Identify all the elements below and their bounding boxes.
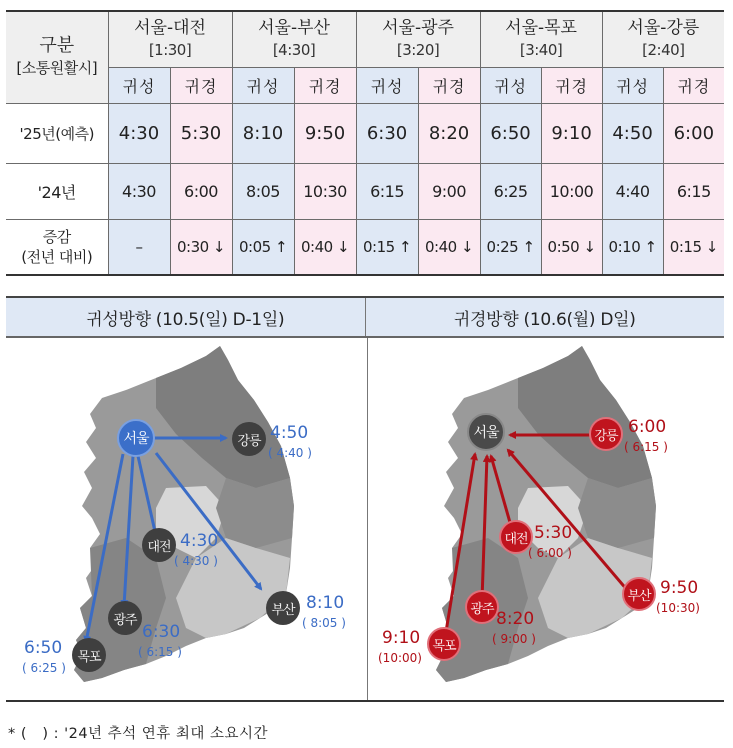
- cell: 9:10: [541, 103, 602, 163]
- map-area: [6, 338, 724, 702]
- cell: 6:25: [480, 163, 541, 219]
- prev-busan: ( 8:05 ): [302, 616, 346, 630]
- row-label: '24년: [6, 163, 108, 219]
- route-header-busan: [232, 11, 356, 67]
- dir-return: 귀경: [663, 67, 724, 103]
- gubun-sublabel: [소통원활시]: [16, 59, 98, 78]
- route-name: 서울-부산: [258, 18, 330, 39]
- cell: 8:20: [418, 103, 480, 163]
- table-row-2024: [6, 163, 724, 219]
- cell: 6:30: [356, 103, 418, 163]
- cell: 0:15 ↑: [356, 219, 418, 275]
- node-gwangju: 광주: [108, 601, 142, 635]
- cell: 10:30: [294, 163, 356, 219]
- row-label: '25년(예측): [6, 103, 108, 163]
- route-name: 서울-광주: [382, 18, 454, 39]
- table-row-2025: [6, 103, 724, 163]
- cell: 0:05 ↑: [232, 219, 294, 275]
- route-header-mokpo: [480, 11, 602, 67]
- prev-busan: (10:30): [656, 601, 700, 615]
- cell: 8:10: [232, 103, 294, 163]
- time-gangneung: 4:50: [270, 423, 309, 443]
- cell: 6:00: [663, 103, 724, 163]
- prev-daejeon: ( 4:30 ): [174, 554, 218, 568]
- cell: 6:50: [480, 103, 541, 163]
- cell: 4:50: [602, 103, 663, 163]
- prev-daejeon: ( 6:00 ): [528, 546, 572, 560]
- prev-gangneung: ( 4:40 ): [268, 446, 312, 460]
- time-gwangju: 6:30: [142, 622, 181, 642]
- prev-mokpo: ( 6:25 ): [22, 661, 66, 675]
- cell: 0:40 ↓: [294, 219, 356, 275]
- node-daejeon: 대전: [499, 520, 533, 554]
- node-gangneung: 강릉: [589, 417, 623, 451]
- cell: 6:00: [170, 163, 232, 219]
- korea-map-icon: [368, 338, 724, 700]
- prev-gwangju: ( 9:00 ): [492, 632, 536, 646]
- dir-homebound: 귀성: [232, 67, 294, 103]
- node-seoul: 서울: [467, 413, 505, 451]
- time-mokpo: 9:10: [382, 628, 421, 648]
- dir-homebound: 귀성: [480, 67, 541, 103]
- cell: 8:05: [232, 163, 294, 219]
- route-base-time: [2:40]: [642, 41, 685, 60]
- cell: 0:50 ↓: [541, 219, 602, 275]
- dir-homebound: 귀성: [602, 67, 663, 103]
- node-busan: 부산: [266, 591, 300, 625]
- node-mokpo: 목포: [427, 627, 461, 661]
- cell: 5:30: [170, 103, 232, 163]
- header-gubun: [6, 11, 108, 103]
- time-mokpo: 6:50: [24, 638, 63, 658]
- cell: 0:15 ↓: [663, 219, 724, 275]
- route-header-daejeon: [108, 11, 232, 67]
- time-gangneung: 6:00: [628, 417, 667, 437]
- prev-gangneung: ( 6:15 ): [624, 440, 668, 454]
- travel-time-table: [6, 10, 724, 276]
- node-daejeon: 대전: [142, 528, 176, 562]
- dir-homebound: 귀성: [356, 67, 418, 103]
- map-panel-return: [368, 338, 728, 700]
- time-busan: 9:50: [660, 578, 699, 598]
- cell: 9:50: [294, 103, 356, 163]
- node-seoul: 서울: [117, 419, 155, 457]
- dir-homebound: 귀성: [108, 67, 170, 103]
- cell: 4:40: [602, 163, 663, 219]
- route-header-gwangju: [356, 11, 480, 67]
- row-label-sub: (전년 대비): [21, 247, 93, 266]
- route-name: 서울-목포: [505, 18, 577, 39]
- route-base-time: [3:20]: [396, 41, 440, 60]
- cell: 0:30 ↓: [170, 219, 232, 275]
- node-gwangju: 광주: [465, 590, 499, 624]
- cell: 0:10 ↑: [602, 219, 663, 275]
- cell: 6:15: [663, 163, 724, 219]
- cell: 4:30: [108, 103, 170, 163]
- cell: 9:00: [418, 163, 480, 219]
- map-header: [6, 296, 724, 338]
- prev-mokpo: (10:00): [378, 651, 422, 665]
- map-title-homebound: 귀성방향 (10.5(일) D-1일): [86, 309, 285, 330]
- time-gwangju: 8:20: [496, 609, 535, 629]
- footnote: * ( ) : '24년 추석 연휴 최대 소요시간: [8, 726, 269, 742]
- time-daejeon: 5:30: [534, 523, 573, 543]
- time-busan: 8:10: [306, 593, 345, 613]
- node-busan: 부산: [622, 577, 656, 611]
- route-name: 서울-강릉: [627, 18, 700, 39]
- dir-return: 귀경: [541, 67, 602, 103]
- route-name: 서울-대전: [134, 18, 206, 39]
- prev-gwangju: ( 6:15 ): [138, 645, 182, 659]
- cell: 0:25 ↑: [480, 219, 541, 275]
- route-base-time: [4:30]: [272, 41, 316, 60]
- dir-return: 귀경: [418, 67, 480, 103]
- node-mokpo: 목포: [72, 638, 106, 672]
- dir-return: 귀경: [294, 67, 356, 103]
- dir-return: 귀경: [170, 67, 232, 103]
- cell: 6:15: [356, 163, 418, 219]
- gubun-label: 구분: [39, 35, 75, 57]
- node-gangneung: 강릉: [232, 422, 266, 456]
- cell: 10:00: [541, 163, 602, 219]
- cell: –: [108, 219, 170, 275]
- row-label: [6, 219, 108, 275]
- cell: 4:30: [108, 163, 170, 219]
- row-label-main: 증감: [42, 227, 71, 246]
- route-base-time: [1:30]: [148, 41, 192, 60]
- map-title-return: 귀경방향 (10.6(월) D일): [365, 298, 725, 336]
- table-row-change: [6, 219, 724, 275]
- cell: 0:40 ↓: [418, 219, 480, 275]
- route-base-time: [3:40]: [519, 41, 563, 60]
- map-panel-homebound: [6, 338, 366, 700]
- time-daejeon: 4:30: [180, 531, 219, 551]
- route-header-gangneung: [602, 11, 724, 67]
